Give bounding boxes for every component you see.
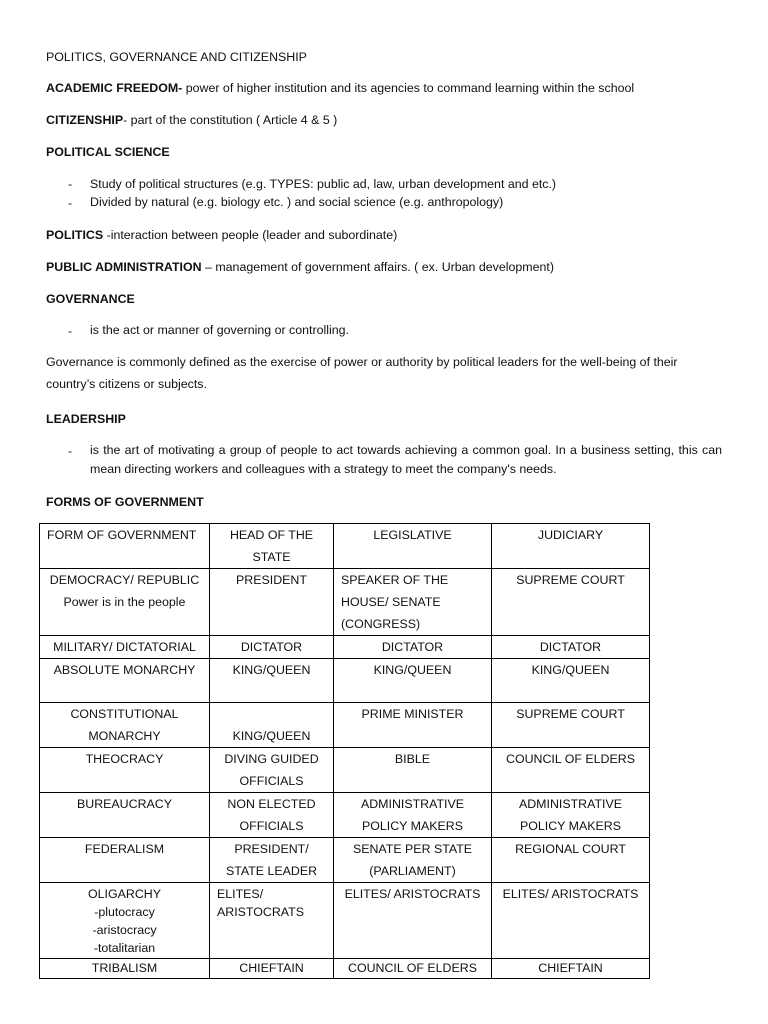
citizenship-term: CITIZENSHIP: [46, 113, 124, 127]
judiciary-cell: ADMINISTRATIVE POLICY MAKERS: [492, 793, 650, 838]
legislative-cell: PRIME MINISTER: [334, 703, 492, 748]
header-head-of-state: HEAD OF THE STATE: [210, 524, 334, 569]
bullet-marker: -: [68, 324, 73, 338]
political-science-bullet-1: Study of political structures (e.g. TYPES: public ad, law, urban development and etc.): [90, 177, 557, 191]
form-subtitle: Power is in the people: [63, 595, 186, 609]
public-administration-definition: – management of government affairs. ( ex. Urban development): [201, 260, 554, 274]
legislative-cell: SPEAKER OF THE HOUSE/ SENATE (CONGRESS): [334, 569, 492, 636]
table-row: [40, 883, 650, 959]
header-form-of-government: FORM OF GOVERNMENT: [40, 524, 210, 569]
form-cell: MILITARY/ DICTATORIAL: [40, 636, 210, 659]
legislative-cell: BIBLE: [334, 748, 492, 793]
bullet-marker: -: [68, 444, 73, 458]
form-cell: ABSOLUTE MONARCHY: [40, 659, 210, 703]
form-cell: CONSTITUTIONAL MONARCHY: [40, 703, 210, 748]
table-header-row: [40, 524, 650, 569]
legislative-cell: DICTATOR: [334, 636, 492, 659]
forms-of-government-heading: FORMS OF GOVERNMENT: [46, 495, 204, 509]
form-cell: FEDERALISM: [40, 838, 210, 883]
leadership-bullet: is the art of motivating a group of people to act towards achieving a common goal. In a business setting, this can mean directing workers and colleagues with a strategy to meet the company's needs.: [90, 443, 722, 476]
form-cell: [40, 569, 210, 636]
academic-freedom-term: ACADEMIC FREEDOM-: [46, 81, 183, 95]
head-cell: ELITES/ ARISTOCRATS: [210, 883, 334, 959]
document-title: POLITICS, GOVERNANCE AND CITIZENSHIP: [46, 50, 307, 64]
form-cell: TRIBALISM: [40, 959, 210, 979]
politics-definition: -interaction between people (leader and subordinate): [103, 228, 398, 242]
legislative-cell: ELITES/ ARISTOCRATS: [334, 883, 492, 959]
table-row: [40, 838, 650, 883]
academic-freedom-definition: power of higher institution and its agencies to command learning within the school: [182, 81, 635, 95]
academic-freedom-entry: [46, 80, 634, 96]
legislative-cell: KING/QUEEN: [334, 659, 492, 703]
form-subtype: -aristocracy: [92, 923, 157, 937]
form-subtype: -totalitarian: [93, 941, 156, 955]
bullet-marker: -: [68, 177, 73, 191]
judiciary-cell: DICTATOR: [492, 636, 650, 659]
table-row: [40, 703, 650, 748]
politics-term: POLITICS: [46, 228, 104, 242]
form-cell: THEOCRACY: [40, 748, 210, 793]
political-science-bullet-2: Divided by natural (e.g. biology etc. ) and social science (e.g. anthropology): [90, 195, 504, 209]
table-row: [40, 636, 650, 659]
leadership-heading: LEADERSHIP: [46, 412, 126, 426]
public-administration-term: PUBLIC ADMINISTRATION: [46, 260, 202, 274]
table-row: [40, 748, 650, 793]
header-judiciary: JUDICIARY: [492, 524, 650, 569]
table-row: [40, 569, 650, 636]
head-cell: NON ELECTED OFFICIALS: [210, 793, 334, 838]
form-name: OLIGARCHY: [88, 887, 161, 901]
form-name: DEMOCRACY/ REPUBLIC: [49, 573, 200, 587]
political-science-heading: POLITICAL SCIENCE: [46, 145, 170, 159]
head-cell: PRESIDENT: [210, 569, 334, 636]
judiciary-cell: ELITES/ ARISTOCRATS: [492, 883, 650, 959]
governance-bullet: is the act or manner of governing or controlling.: [90, 323, 349, 337]
citizenship-definition: - part of the constitution ( Article 4 & 5 ): [123, 113, 338, 127]
judiciary-cell: REGIONAL COURT: [492, 838, 650, 883]
head-cell: CHIEFTAIN: [210, 959, 334, 979]
politics-entry: [46, 227, 397, 243]
table-row: [40, 659, 650, 703]
head-cell: KING/QUEEN: [210, 659, 334, 703]
judiciary-cell: CHIEFTAIN: [492, 959, 650, 979]
judiciary-cell: SUPREME COURT: [492, 703, 650, 748]
table-row: [40, 959, 650, 979]
judiciary-cell: KING/QUEEN: [492, 659, 650, 703]
head-cell: DIVING GUIDED OFFICIALS: [210, 748, 334, 793]
judiciary-cell: SUPREME COURT: [492, 569, 650, 636]
citizenship-entry: [46, 112, 337, 128]
head-cell: DICTATOR: [210, 636, 334, 659]
head-cell: PRESIDENT/ STATE LEADER: [210, 838, 334, 883]
judiciary-cell: COUNCIL OF ELDERS: [492, 748, 650, 793]
bullet-marker: -: [68, 196, 73, 210]
legislative-cell: ADMINISTRATIVE POLICY MAKERS: [334, 793, 492, 838]
header-legislative: LEGISLATIVE: [334, 524, 492, 569]
forms-of-government-table: [39, 523, 650, 979]
form-cell: [40, 883, 210, 959]
table-row: [40, 793, 650, 838]
head-cell: KING/QUEEN: [210, 703, 334, 748]
legislative-cell: SENATE PER STATE (PARLIAMENT): [334, 838, 492, 883]
form-cell: BUREAUCRACY: [40, 793, 210, 838]
form-subtype: -plutocracy: [94, 905, 155, 919]
legislative-cell: COUNCIL OF ELDERS: [334, 959, 492, 979]
governance-paragraph: Governance is commonly defined as the exercise of power or authority by political leaders for the well-being of their country’s citizens or subjects.: [46, 355, 678, 391]
governance-heading: GOVERNANCE: [46, 292, 135, 306]
public-administration-entry: [46, 259, 554, 275]
